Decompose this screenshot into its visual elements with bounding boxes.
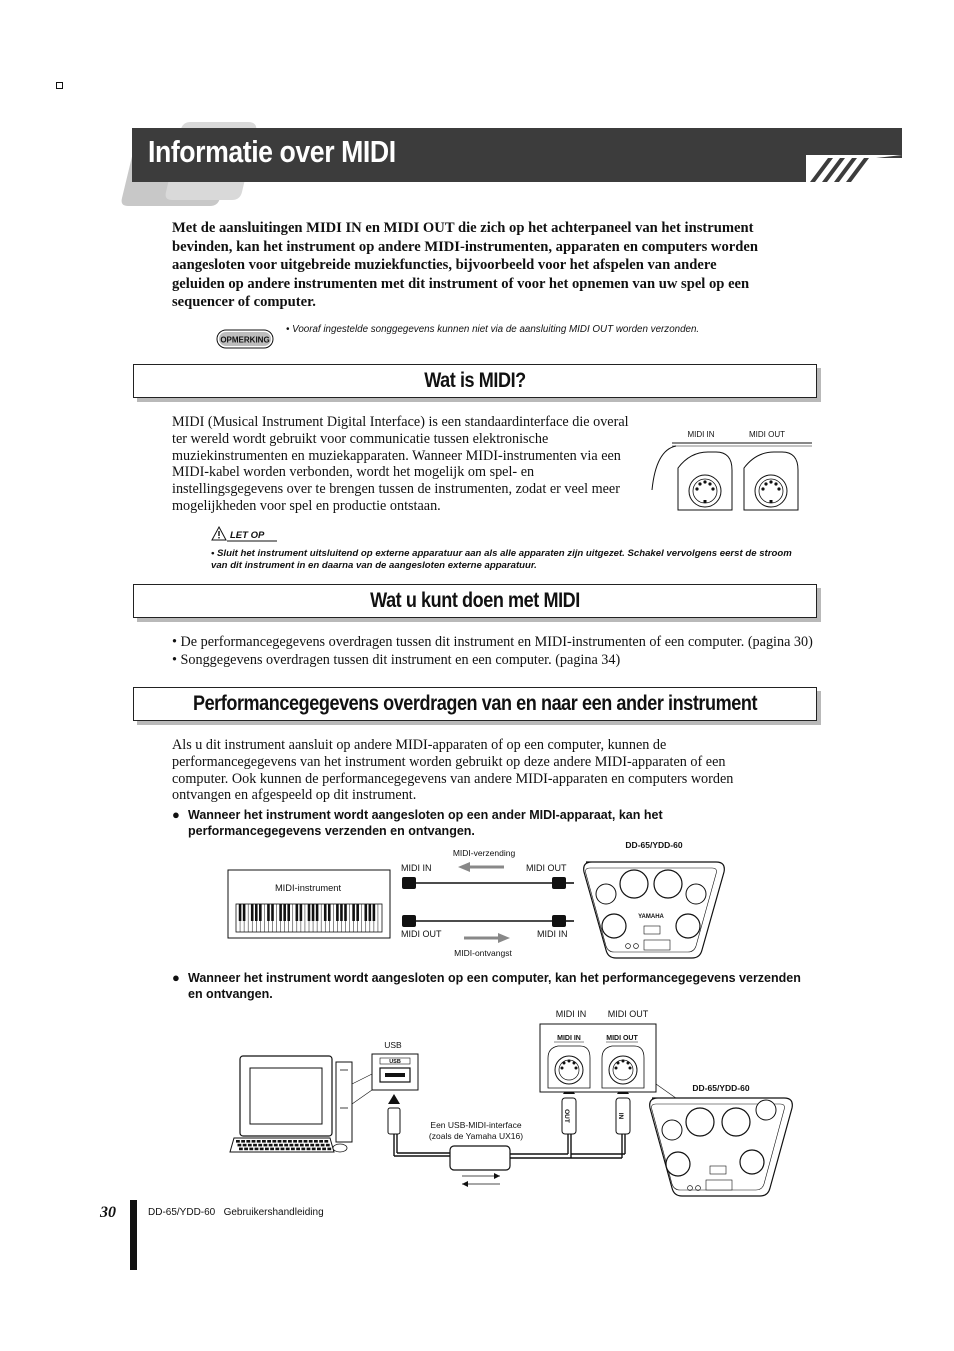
caution-text: • Sluit het instrument uitsluitend op externe apparatuur aan als alle apparaten zijn uitgezet. Schakel vervolgens eerst de stroom van dit instrument in en daarna van de aangesloten externe apparatuur. [211,548,792,571]
midi-out-port-icon [744,452,798,510]
list-item: • Songgegevens overdragen tussen dit instrument en een computer. (pagina 34) [172,651,621,668]
intro-paragraph: Met de aansluitingen MIDI IN en MIDI OUT die zich op het achterpaneel van het instrument bevinden, kan het instrument op andere MIDI-instrumenten, apparaten en computers worden aangesloten voor uitgebreide muziekfuncties, bijvoorbeeld voor het afspelen van andere geluiden op andere instrumenten met dit instrument of voor het opnemen van uw spel op een sequencer of computer. [172,220,758,311]
port-label-out: MIDI OUT [749,430,785,439]
model-label: DD-65/YDD-60 [625,840,683,850]
dd65-drum-pad-icon [650,1098,793,1196]
midi-port-callout [540,1024,690,1108]
usb-port-label: USB [389,1059,401,1065]
note-badge [216,328,274,350]
send-arrow-icon [458,862,504,872]
label-midi-in-top: MIDI IN [401,863,432,873]
midi-cable-bottom [402,915,574,927]
section-title: Wat u kunt doen met MIDI [370,589,580,612]
computer-icon [230,1056,352,1152]
usb-port-icon [352,1054,418,1104]
plug-out-label: OUT [563,1109,570,1123]
interface-label-2: (zoals de Yamaha UX16) [428,1131,524,1141]
port-label-in: MIDI IN [557,1035,581,1042]
page-number: 30 [100,1204,116,1221]
label-midi-in-bottom: MIDI IN [537,929,568,939]
receive-arrow-icon [464,933,510,943]
title-stripes [806,155,902,182]
page-title: Informatie over MIDI [148,134,396,169]
case-heading-computer [172,971,812,1002]
send-label: MIDI-verzending [452,848,516,858]
midi-device-connection-diagram [226,838,736,962]
list-item: • De performancegegevens overdragen tussen dit instrument en MIDI-instrumenten of een computer. (pagina 30) [172,634,813,650]
section-heading-what-is-midi [133,364,817,398]
midi-instrument-keyboard-icon [228,870,390,938]
bullet-icon: ● [172,807,180,822]
section-heading-what-can-you-do [133,584,817,618]
case-text: Wanneer het instrument wordt aangesloten op een ander MIDI-apparaat, kan het performancegegevens verzenden en ontvangen. [188,808,663,838]
case-heading-midi-device [172,808,732,839]
brand-label: YAMAHA [638,914,664,920]
computer-connection-diagram [228,1004,794,1200]
case-text: Wanneer het instrument wordt aangesloten op een computer, kan het performancegegevens verzenden en ontvangen. [188,971,801,1001]
corner-mark [56,82,63,89]
section-title: Performancegegevens overdragen van en naar een ander instrument [192,692,758,715]
note-badge-label: OPMERKING [220,335,270,345]
footer-text: DD-65/YDD-60 Gebruikershandleiding [148,1207,324,1218]
bullet-icon: ● [172,970,180,985]
dd65-drum-pad-icon [584,862,725,958]
caution-header [211,525,281,543]
callout-midi-in: MIDI IN [555,1009,587,1019]
usb-label: USB [384,1040,402,1050]
midi-instrument-label: MIDI-instrument [274,883,342,893]
bidirectional-arrow-icon [462,1173,500,1187]
midi-in-port-icon [678,452,732,510]
section-title: Wat is MIDI? [424,369,526,392]
label-midi-out-top: MIDI OUT [526,863,567,873]
note-text: • Vooraf ingestelde songgegevens kunnen niet via de aansluiting MIDI OUT worden verzonden. [286,324,700,335]
port-label-out: MIDI OUT [606,1035,638,1042]
midi-ports-figure [646,428,816,518]
port-label-in: MIDI IN [687,430,715,439]
callout-midi-out: MIDI OUT [607,1009,649,1019]
receive-label: MIDI-ontvangst [454,948,512,958]
feature-list [172,634,832,669]
warning-icon [212,527,226,540]
midi-cable-top [402,877,574,889]
caution-label: LET OP [230,530,265,541]
footer-bar [130,1200,137,1270]
midi-paragraph: MIDI (Musical Instrument Digital Interface) is een standaardinterface die overal ter wereld wordt gebruikt voor communicatie tussen elektronische muziekinstrumenten en muziekapparaten. Wanneer MIDI-instrumenten via een MIDI-kabel worden verbonden, wordt het mogelijk om spel- en instellingsgegevens over te brengen tussen de instrumenten, zodat er veel meer mogelijkheden voor spel en productie ontstaan. [172,414,629,514]
model-label: DD-65/YDD-60 [692,1083,750,1093]
interface-label-1: Een USB-MIDI-interface [430,1120,522,1130]
plug-in-label: IN [617,1112,624,1120]
performance-paragraph: Als u dit instrument aansluit op andere MIDI-apparaten of op een computer, kunnen de performancegegevens van het instrument worden gebruikt op deze andere MIDI-apparaten of een computer. Ook kunnen de performancegegevens van andere MIDI-apparaten en computers worden ontvangen en afgespeeld op dit instrument. [172,737,734,804]
section-heading-performance-data [133,687,817,721]
label-midi-out-bottom: MIDI OUT [401,929,442,939]
